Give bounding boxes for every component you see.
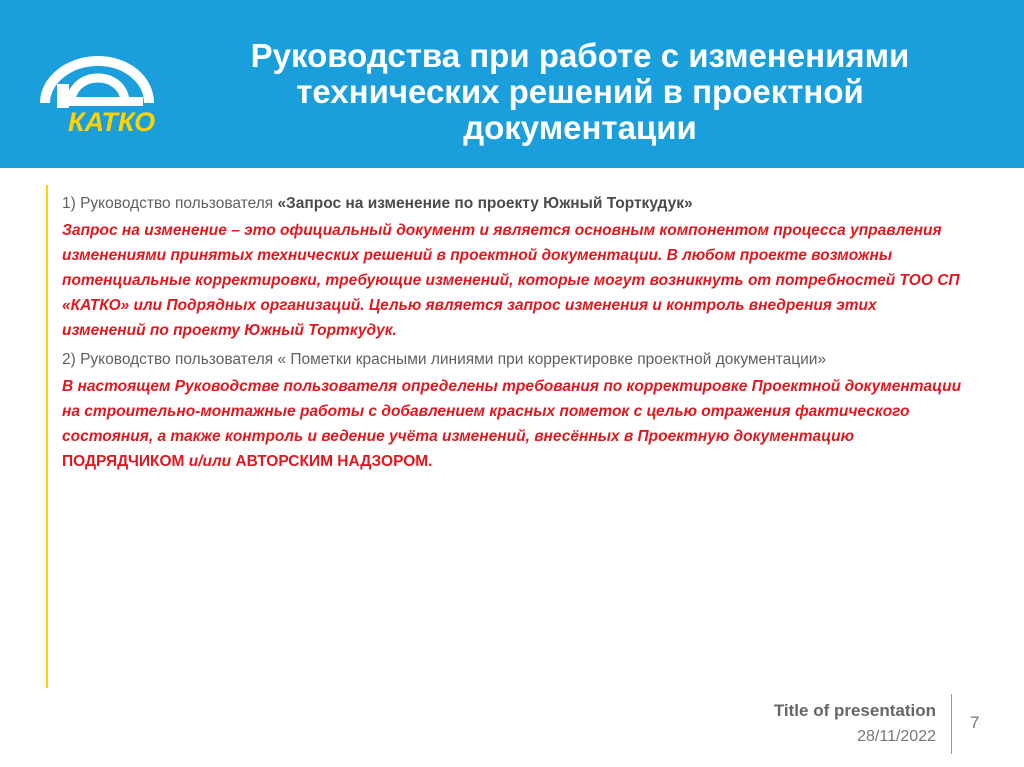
item-2-description bbox=[62, 374, 962, 474]
footer-divider bbox=[951, 694, 952, 754]
item-1-description: Запрос на изменение – это официальный документ и является основным компонентом процесса управления изменениями принятых технических решений в проектной документации. В любом проекте возможны потенциальные корректировки, требующие изменений, которые могут возникнуть от потребностей ТОО СП «КАТКО» или Подрядных организаций. Целью является запрос изменения и контроль внедрения этих изменений по проекту Южный Торткудук. bbox=[62, 222, 960, 339]
logo-text: КАТКО bbox=[68, 107, 156, 137]
item-1-heading bbox=[62, 193, 962, 215]
header-banner bbox=[0, 0, 1024, 168]
title-line-3: документации bbox=[463, 109, 697, 146]
item-2-heading: 2) Руководство пользователя « Пометки красными линиями при корректировке проектной документации» bbox=[62, 351, 827, 368]
item-2-author-supervision: АВТОРСКИМ НАДЗОРОМ. bbox=[235, 453, 433, 470]
page-number: 7 bbox=[970, 713, 980, 732]
footer-date: 28/11/2022 bbox=[857, 728, 936, 745]
title-line-1: Руководства при работе с изменениями bbox=[250, 37, 910, 74]
title-line-2: технических решений в проектной bbox=[296, 73, 864, 110]
content-body bbox=[62, 193, 962, 480]
item-2-conjunction: и/или bbox=[184, 453, 236, 470]
accent-bar bbox=[46, 185, 48, 688]
item-1-prefix: 1) Руководство пользователя bbox=[62, 195, 278, 212]
item-1-document-name: «Запрос на изменение по проекту Южный Торткудук» bbox=[277, 195, 693, 212]
item-2-body-main: В настоящем Руководстве пользователя определены требования по корректировке Проектной документации на строительно-монтажные работы с добавлением красных пометок с целью отражения фактического состояния, а также контроль и ведение учёта изменений, внесённых в Проектную документацию bbox=[62, 378, 962, 445]
footer-presentation-title: Title of presentation bbox=[773, 701, 936, 720]
page-title bbox=[170, 38, 990, 146]
item-2-contractor: ПОДРЯДЧИКОМ bbox=[62, 453, 185, 470]
